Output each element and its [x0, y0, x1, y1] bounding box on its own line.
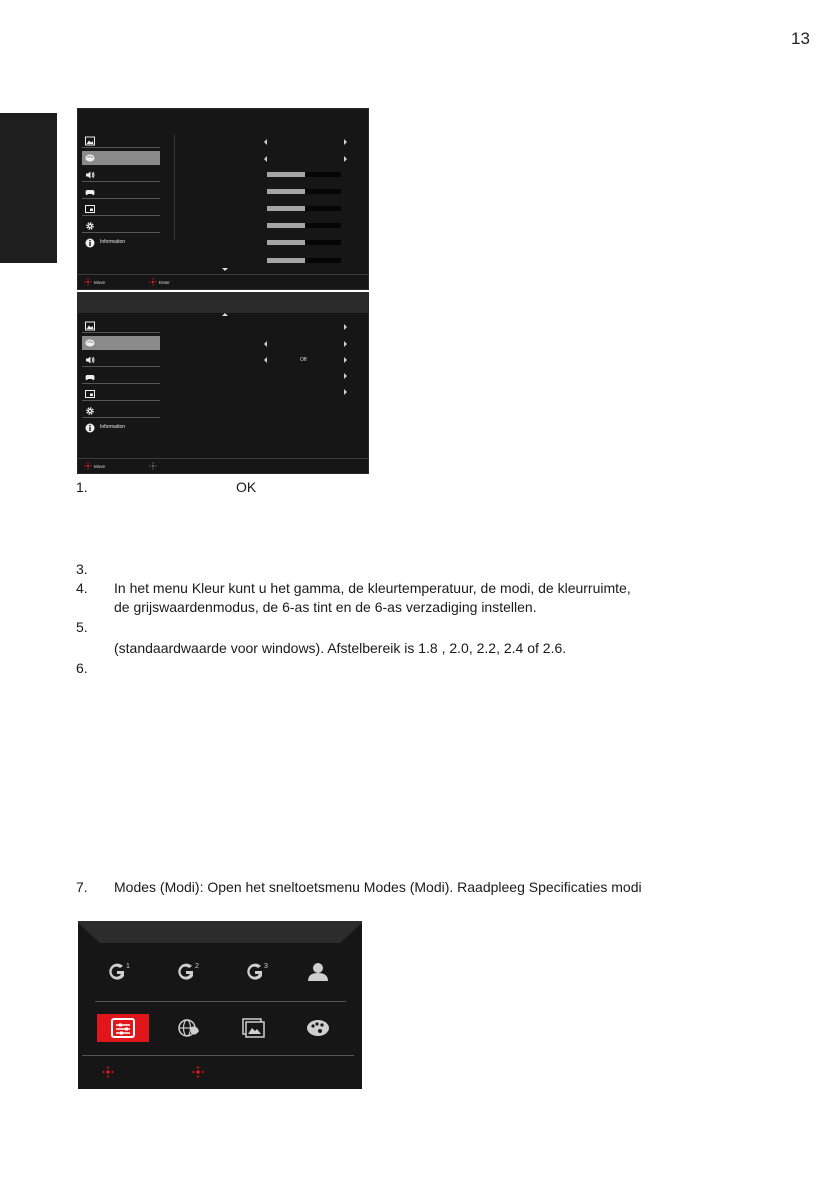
sidebar-item-system[interactable] — [82, 404, 160, 418]
value-right-arrow[interactable] — [344, 156, 347, 162]
value-right-arrow[interactable] — [344, 341, 347, 347]
gamepad-icon — [85, 372, 95, 382]
slider-fill — [267, 258, 305, 263]
submenu-right-arrow[interactable] — [344, 389, 347, 395]
step-number: 5. — [76, 619, 88, 635]
value-right-arrow[interactable] — [344, 139, 347, 145]
color-palette-icon — [85, 338, 95, 348]
info-icon — [85, 423, 95, 433]
slider-bar[interactable] — [267, 258, 341, 263]
step-text: (standaardwaarde voor windows). Afstelbereik is 1.8 , 2.0, 2.2, 2.4 of 2.6. — [114, 640, 567, 656]
osd-top-strip — [78, 293, 368, 313]
sidebar-item-picture[interactable] — [82, 134, 160, 148]
slider-bar[interactable] — [267, 223, 341, 228]
sidebar-item-gaming[interactable] — [82, 370, 160, 384]
dpad-icon — [149, 462, 157, 470]
g2-mode-icon[interactable] — [175, 960, 201, 982]
dpad-move-icon — [84, 462, 92, 470]
step-number: 4. — [76, 580, 88, 596]
slider-fill — [267, 172, 305, 177]
osd-color-menu-page1 — [77, 108, 369, 290]
sidebar-item-audio[interactable] — [82, 168, 160, 182]
user-mode-icon[interactable] — [305, 960, 331, 982]
info-icon — [85, 238, 95, 248]
step-number: 1. — [76, 479, 88, 495]
submenu-right-arrow[interactable] — [344, 373, 347, 379]
svg-text:2: 2 — [195, 963, 199, 970]
sidebar-item-label: Information — [100, 239, 126, 245]
osd-color-menu-page2 — [77, 292, 369, 474]
sidebar-item-information[interactable] — [82, 421, 160, 435]
footer-enter-label: Enter — [159, 280, 170, 285]
page-number: 13 — [791, 29, 810, 48]
eco-mode-icon[interactable] — [175, 1017, 201, 1039]
sidebar-item-audio[interactable] — [82, 353, 160, 367]
footer-divider — [78, 274, 368, 275]
sidebar-item-gaming[interactable] — [82, 185, 160, 199]
modes-divider — [95, 1001, 346, 1002]
speaker-icon — [85, 355, 95, 365]
sidebar-item-osd[interactable] — [82, 202, 160, 216]
sidebar-item-osd[interactable] — [82, 387, 160, 401]
modes-hotkey-menu — [78, 921, 362, 1089]
gamepad-icon — [85, 187, 95, 197]
sidebar-item-color[interactable] — [82, 336, 160, 350]
osd-window-icon — [85, 204, 95, 214]
g3-mode-icon[interactable] — [244, 960, 270, 982]
g1-mode-icon[interactable] — [106, 960, 132, 982]
language-tab — [0, 113, 57, 263]
footer-divider — [78, 458, 368, 459]
dpad-move-icon — [102, 1066, 114, 1078]
sidebar-item-label: Information — [100, 424, 126, 430]
ok-key-label: OK — [236, 479, 257, 495]
svg-text:1: 1 — [126, 963, 130, 970]
slider-fill — [267, 223, 305, 228]
slider-bar[interactable] — [267, 206, 341, 211]
speaker-icon — [85, 170, 95, 180]
value-left-arrow[interactable] — [264, 156, 267, 162]
value-left-arrow[interactable] — [264, 341, 267, 347]
slider-fill — [267, 189, 305, 194]
footer-move-label: Move — [94, 464, 106, 469]
slider-bar[interactable] — [267, 189, 341, 194]
modes-footer-divider — [82, 1055, 354, 1056]
step-text: In het menu Kleur kunt u het gamma, de kleurtemperatuur, de modi, de kleurruimte, — [114, 580, 631, 596]
picture-icon — [85, 136, 95, 146]
step-number: 7. — [76, 879, 88, 895]
sidebar-item-color[interactable] — [82, 151, 160, 165]
slider-bar[interactable] — [267, 240, 341, 245]
setting-value-off: Off — [300, 357, 307, 363]
value-left-arrow[interactable] — [264, 139, 267, 145]
dpad-enter-icon — [149, 278, 157, 286]
step-number: 6. — [76, 660, 88, 676]
osd-window-icon — [85, 389, 95, 399]
sidebar-item-system[interactable] — [82, 219, 160, 233]
gear-icon — [85, 406, 95, 416]
slider-bar[interactable] — [267, 172, 341, 177]
slider-fill — [267, 240, 305, 245]
color-mode-icon[interactable] — [305, 1017, 331, 1039]
sidebar-item-information[interactable] — [82, 236, 160, 250]
sidebar-item-picture[interactable] — [82, 319, 160, 333]
submenu-right-arrow[interactable] — [344, 324, 347, 330]
step-number: 3. — [76, 561, 88, 577]
picture-icon — [85, 321, 95, 331]
scroll-up-icon[interactable] — [222, 313, 228, 316]
osd-divider — [174, 134, 175, 240]
footer-move-label: Move — [94, 280, 106, 285]
gear-icon — [85, 221, 95, 231]
standard-mode-icon[interactable] — [110, 1017, 136, 1039]
step-text: Modes (Modi): Open het sneltoetsmenu Modes (Modi). Raadpleeg Specificaties modi — [114, 879, 642, 895]
dpad-move-icon — [84, 278, 92, 286]
scroll-down-icon[interactable] — [222, 268, 228, 271]
value-right-arrow[interactable] — [344, 357, 347, 363]
color-palette-icon — [85, 153, 95, 163]
modes-panel-header — [78, 921, 362, 943]
srgb-mode-icon[interactable] — [240, 1017, 266, 1039]
value-left-arrow[interactable] — [264, 357, 267, 363]
step-text: de grijswaardenmodus, de 6-as tint en de 6-as verzadiging instellen. — [114, 599, 537, 615]
svg-text:3: 3 — [264, 963, 268, 970]
dpad-enter-icon — [192, 1066, 204, 1078]
slider-fill — [267, 206, 305, 211]
